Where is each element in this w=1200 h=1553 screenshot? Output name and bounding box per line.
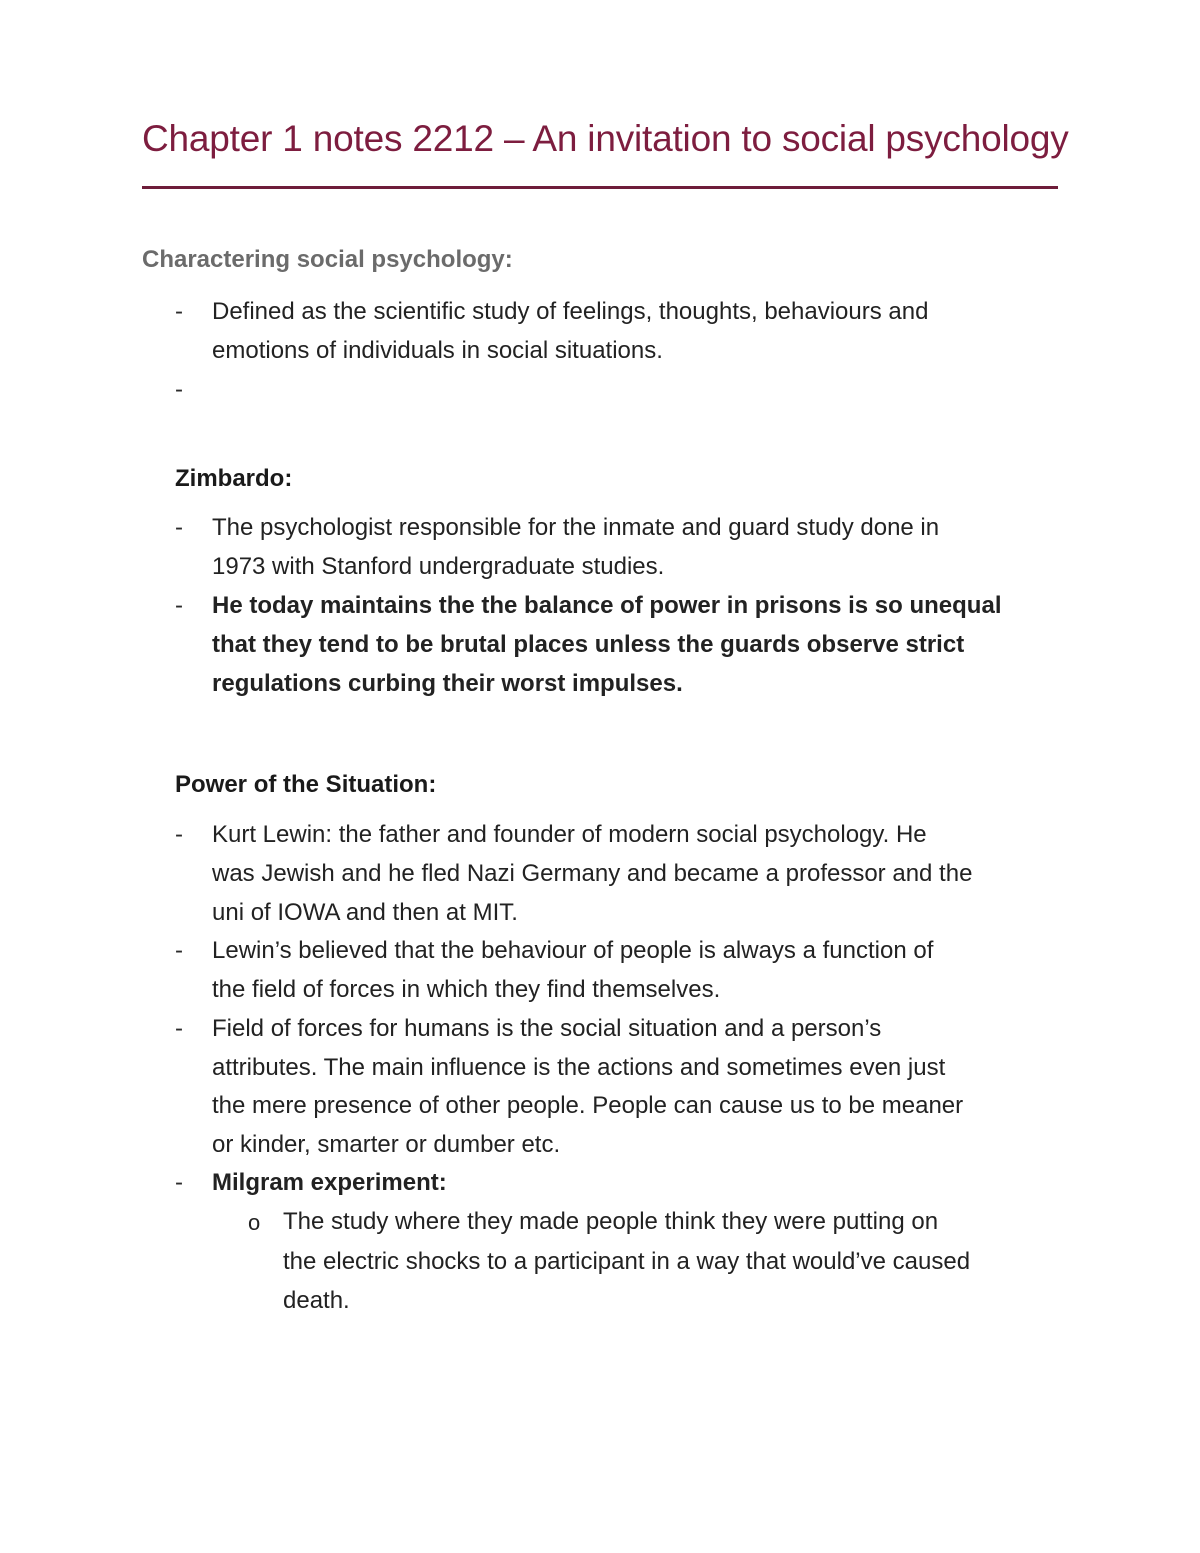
bullet-line: uni of IOWA and then at MIT. bbox=[212, 899, 518, 926]
bullet-line: the field of forces in which they find themselves. bbox=[212, 976, 721, 1003]
sub-bullet-line: death. bbox=[283, 1287, 350, 1314]
document-title: Chapter 1 notes 2212 – An invitation to social psychology bbox=[142, 118, 1069, 159]
bullet-line: attributes. The main influence is the actions and sometimes even just bbox=[212, 1054, 946, 1081]
bullet-marker: - bbox=[175, 592, 183, 619]
bullet-line: Field of forces for humans is the social situation and a person’s bbox=[212, 1015, 882, 1042]
sub-bullet-line: The study where they made people think they were putting on bbox=[283, 1208, 939, 1235]
bullet-line: Lewin’s believed that the behaviour of people is always a function of bbox=[212, 937, 934, 964]
bullet-marker: - bbox=[175, 1169, 183, 1196]
bullet-line-bold: that they tend to be brutal places unless the guards observe strict bbox=[212, 631, 965, 658]
bullet-line-bold: regulations curbing their worst impulses. bbox=[212, 670, 683, 697]
bullet-line-bold: He today maintains the the balance of power in prisons is so unequal bbox=[212, 592, 1002, 619]
section-heading-characterising: Charactering social psychology: bbox=[142, 246, 513, 273]
bullet-marker: - bbox=[175, 298, 183, 325]
bullet-line: Kurt Lewin: the father and founder of modern social psychology. He bbox=[212, 821, 927, 848]
bullet-marker: - bbox=[175, 821, 183, 848]
bullet-line: was Jewish and he fled Nazi Germany and became a professor and the bbox=[212, 860, 973, 887]
bullet-line: emotions of individuals in social situations. bbox=[212, 337, 663, 364]
bullet-line: The psychologist responsible for the inmate and guard study done in bbox=[212, 514, 940, 541]
bullet-marker: - bbox=[175, 937, 183, 964]
bullet-marker: - bbox=[175, 514, 183, 541]
sub-bullet-marker: o bbox=[248, 1210, 261, 1235]
bullet-line-bold: Milgram experiment: bbox=[212, 1169, 447, 1196]
bullet-marker: - bbox=[175, 376, 183, 403]
bullet-line: 1973 with Stanford undergraduate studies. bbox=[212, 553, 665, 580]
sub-bullet-line: the electric shocks to a participant in a way that would’ve caused bbox=[283, 1248, 971, 1275]
section-heading-zimbardo: Zimbardo: bbox=[175, 465, 293, 492]
bullet-marker: - bbox=[175, 1015, 183, 1042]
title-underline-rule bbox=[142, 186, 1058, 189]
bullet-line: or kinder, smarter or dumber etc. bbox=[212, 1131, 561, 1158]
section-heading-power-of-situation: Power of the Situation: bbox=[175, 771, 437, 798]
bullet-line: Defined as the scientific study of feelings, thoughts, behaviours and bbox=[212, 298, 929, 325]
bullet-line: the mere presence of other people. People can cause us to be meaner bbox=[212, 1092, 964, 1119]
